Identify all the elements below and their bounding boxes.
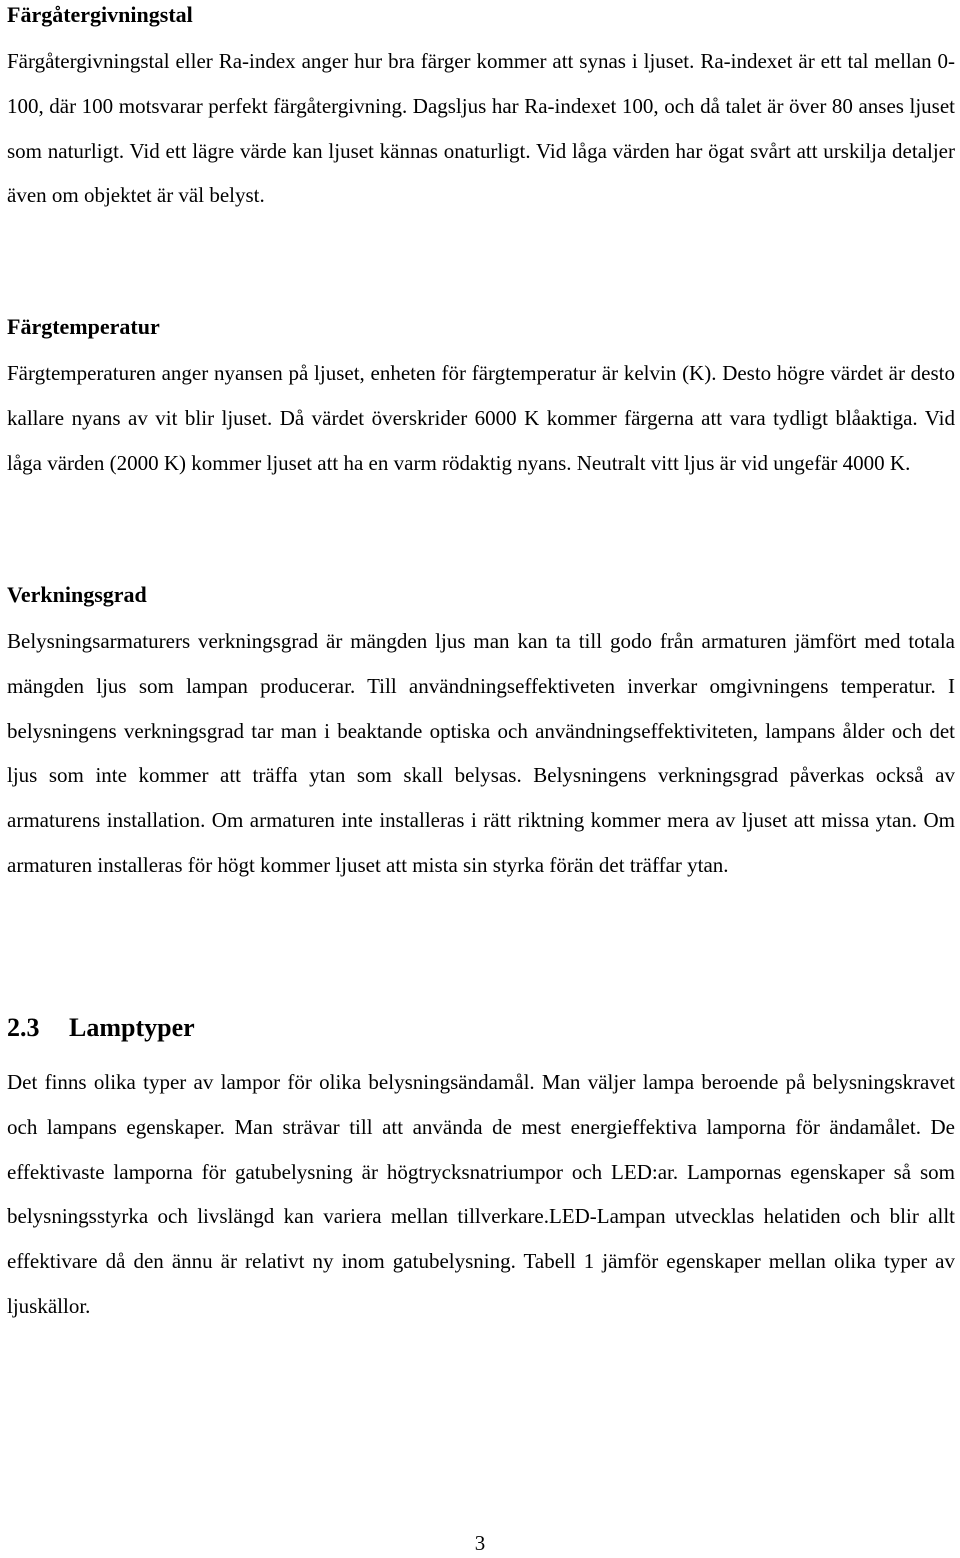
- heading-color-temperature: Färgtemperatur: [7, 314, 160, 339]
- paragraph-color-rendering: Färgåtergivningstal eller Ra-index anger hur bra färger kommer att synas i ljuset. Ra-indexet är ett tal mellan 0-100, där 100 motsvarar perfekt färgåtergivning. Dagsljus har Ra-indexet 100, och då talet är över 80 anses ljuset som naturligt. Vid ett lägre värde kan ljuset kännas onaturligt. Vid låga värden har ögat svårt att urskilja detaljer även om objektet är väl belyst.: [7, 49, 955, 208]
- chapter-number: 2.3: [7, 1013, 40, 1042]
- chapter-title: Lamptyper: [69, 1013, 195, 1042]
- section-color-rendering: [7, 0, 955, 218]
- page-number: 3: [474, 1531, 486, 1555]
- heading-efficiency: Verkningsgrad: [7, 582, 147, 607]
- heading-color-rendering: Färgåtergivningstal: [7, 2, 193, 27]
- chapter-heading: [7, 1010, 955, 1046]
- paragraph-lamp-types: Det finns olika typer av lampor för olika belysningsändamål. Man väljer lampa beroende på belysningskravet och lampans egenskaper. Man strävar till att använda de mest energieffektiva lamporna för ändamålet. De effektivaste lamporna för gatubelysning är högtrycksnatriumpor och LED:ar. Lampornas egenskaper så som belysningsstyrka och livslängd kan variera mellan tillverkare.LED-Lampan utvecklas helatiden och blir allt effektivare då den ännu är relativt ny inom gatubelysning. Tabell 1 jämför egenskaper mellan olika typer av ljuskällor.: [7, 1070, 955, 1318]
- section-efficiency: [7, 580, 955, 888]
- section-color-temperature: [7, 312, 955, 485]
- section-lamp-types: [7, 1010, 955, 1329]
- paragraph-color-temperature: Färgtemperaturen anger nyansen på ljuset, enheten för färgtemperatur är kelvin (K). Desto högre värdet är desto kallare nyans av vit blir ljuset. Då värdet överskrider 6000 K kommer färgerna att vara tydligt blåaktiga. Vid låga värden (2000 K) kommer ljuset att ha en varm rödaktig nyans. Neutralt vitt ljus är vid ungefär 4000 K.: [7, 361, 955, 475]
- paragraph-efficiency: Belysningsarmaturers verkningsgrad är mängden ljus man kan ta till godo från armaturen jämfört med totala mängden ljus som lampan producerar. Till användningseffektiveten inverkar omgivningens temperatur. I belysningens verkningsgrad tar man i beaktande optiska och användningseffektiviteten, lampans ålder och det ljus som inte kommer att träffa ytan som skall belysas. Belysningens verkningsgrad påverkas också av armaturens installation. Om armaturen inte installeras i rätt riktning kommer mera av ljuset att missa ytan. Om armaturen installeras för högt kommer ljuset att mista sin styrka förän det träffar ytan.: [7, 629, 955, 877]
